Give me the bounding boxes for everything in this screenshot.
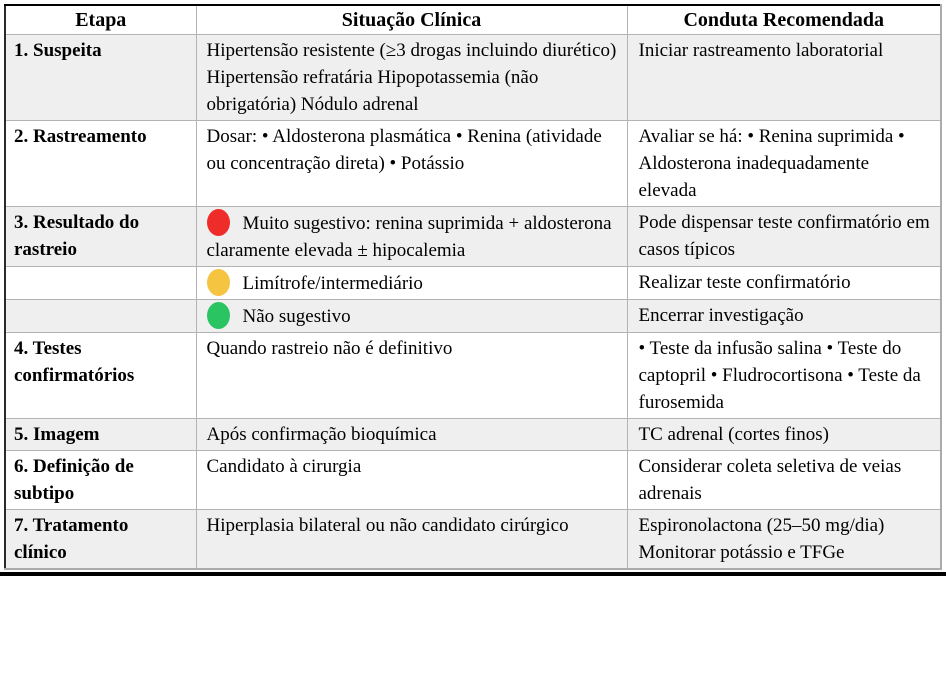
header-etapa: Etapa: [5, 5, 196, 35]
situacao-text: Não sugestivo: [242, 306, 351, 327]
conduta-cell: Avaliar se há: • Renina suprimida • Aldosterona inadequadamente elevada: [627, 121, 941, 207]
situacao-cell: Quando rastreio não é definitivo: [196, 333, 627, 419]
conduta-cell: Considerar coleta seletiva de veias adrenais: [627, 451, 941, 510]
red-circle-icon: [207, 209, 230, 236]
etapa-cell: 4. Testes confirmatórios: [5, 333, 196, 419]
table-row: [5, 207, 941, 267]
clinical-steps-table: [4, 4, 942, 570]
etapa-cell: 2. Rastreamento: [5, 121, 196, 207]
table-row: [5, 300, 941, 333]
conduta-cell: Encerrar investigação: [627, 300, 941, 333]
situacao-cell: [196, 207, 627, 267]
etapa-cell: [5, 300, 196, 333]
table-row: [5, 267, 941, 300]
situacao-cell: [196, 300, 627, 333]
situacao-cell: Hiperplasia bilateral ou não candidato cirúrgico: [196, 510, 627, 570]
conduta-cell: Iniciar rastreamento laboratorial: [627, 35, 941, 121]
situacao-cell: Candidato à cirurgia: [196, 451, 627, 510]
etapa-cell: 3. Resultado do rastreio: [5, 207, 196, 267]
situacao-text: Limítrofe/intermediário: [242, 273, 423, 294]
conduta-cell: TC adrenal (cortes finos): [627, 419, 941, 451]
situacao-cell: [196, 267, 627, 300]
conduta-cell: • Teste da infusão salina • Teste do captopril • Fludrocortisona • Teste da furosemida: [627, 333, 941, 419]
header-row: [5, 5, 941, 35]
table-row: [5, 333, 941, 419]
etapa-cell: [5, 267, 196, 300]
yellow-circle-icon: [207, 269, 230, 296]
table-row: [5, 451, 941, 510]
etapa-cell: 1. Suspeita: [5, 35, 196, 121]
table-row: [5, 35, 941, 121]
header-conduta-recomendada: Conduta Recomendada: [627, 5, 941, 35]
etapa-cell: 5. Imagem: [5, 419, 196, 451]
table-row: [5, 419, 941, 451]
etapa-cell: 6. Definição de subtipo: [5, 451, 196, 510]
etapa-cell: 7. Tratamento clínico: [5, 510, 196, 570]
situacao-cell: Dosar: • Aldosterona plasmática • Renina (atividade ou concentração direta) • Potássio: [196, 121, 627, 207]
situacao-text: Muito sugestivo: renina suprimida + aldosterona claramente elevada ± hipocalemia: [206, 213, 612, 261]
conduta-cell: Realizar teste confirmatório: [627, 267, 941, 300]
green-circle-icon: [207, 302, 230, 329]
table-row: [5, 510, 941, 570]
bottom-rule: [0, 572, 946, 576]
situacao-cell: Hipertensão resistente (≥3 drogas incluindo diurético) Hipertensão refratária Hipopotassemia (não obrigatória) Nódulo adrenal: [196, 35, 627, 121]
conduta-cell: Pode dispensar teste confirmatório em casos típicos: [627, 207, 941, 267]
conduta-cell: Espironolactona (25–50 mg/dia) Monitorar potássio e TFGe: [627, 510, 941, 570]
header-situacao-clinica: Situação Clínica: [196, 5, 627, 35]
table-row: [5, 121, 941, 207]
situacao-cell: Após confirmação bioquímica: [196, 419, 627, 451]
